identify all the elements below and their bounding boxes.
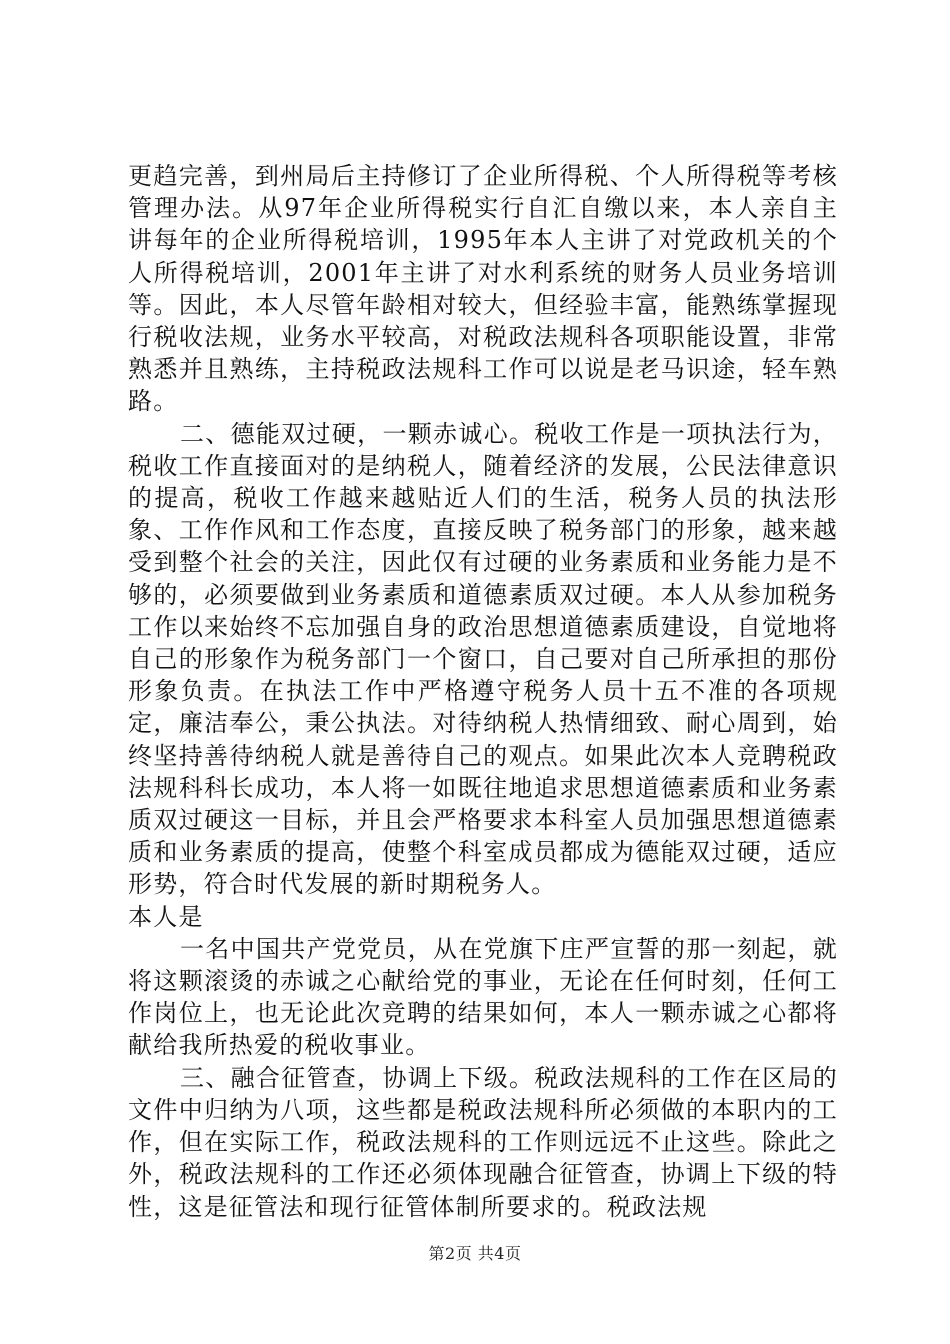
paragraph-4: 一名中国共产党党员，从在党旗下庄严宣誓的那一刻起，就将这颗滚烫的赤诚之心献给党的事业，无论在任何时刻，任何工作岗位上，也无论此次竞聘的结果如何，本人一颗赤诚之心都将献给我所热爱的税收事业。 bbox=[128, 934, 838, 1060]
paragraph-5: 三、融合征管查，协调上下级。税政法规科的工作在区局的文件中归纳为八项，这些都是税政法规科所必须做的本职内的工作，但在实际工作，税政法规科的工作则远远不止这些。除此之外，税政法规科的工作还必须体现融合征管查，协调上下级的特性，这是征管法和现行征管体制所要求的。税政法规 bbox=[128, 1063, 838, 1221]
page-number-footer: 第2页 共4页 bbox=[428, 1244, 522, 1263]
paragraph-1: 更趋完善，到州局后主持修订了企业所得税、个人所得税等考核管理办法。从97年企业所得税实行自汇自缴以来，本人亲自主讲每年的企业所得税培训，1995年本人主讲了对党政机关的个人所得税培训，2001年主讲了对水利系统的财务人员业务培训等。因此，本人尽管年龄相对较大，但经验丰富，能熟练掌握现行税收法规，业务水平较高，对税政法规科各项职能设置，非常熟悉并且熟练，主持税政法规科工作可以说是老马识途，轻车熟路。 bbox=[128, 162, 838, 416]
paragraph-3: 本人是 bbox=[128, 902, 204, 931]
document-body bbox=[128, 160, 838, 1223]
paragraph-2: 二、德能双过硬，一颗赤诚心。税收工作是一项执法行为，税收工作直接面对的是纳税人，随着经济的发展，公民法律意识的提高，税收工作越来越贴近人们的生活，税务人员的执法形象、工作作风和工作态度，直接反映了税务部门的形象，越来越受到整个社会的关注，因此仅有过硬的业务素质和业务能力是不够的，必须要做到业务素质和道德素质双过硬。本人从参加税务工作以来始终不忘加强自身的政治思想道德素质建设，自觉地将自己的形象作为税务部门一个窗口，自己要对自己所承担的那份形象负责。在执法工作中严格遵守税务人员十五不准的各项规定，廉洁奉公，秉公执法。对待纳税人热情细致、耐心周到，始终坚持善待纳税人就是善待自己的观点。如果此次本人竞聘税政法规科科长成功，本人将一如既往地追求思想道德素质和业务素质双过硬这一目标，并且会严格要求本科室人员加强思想道德素质和业务素质的提高，使整个科室成员都成为德能双过硬，适应形势，符合时代发展的新时期税务人。 bbox=[128, 419, 838, 899]
